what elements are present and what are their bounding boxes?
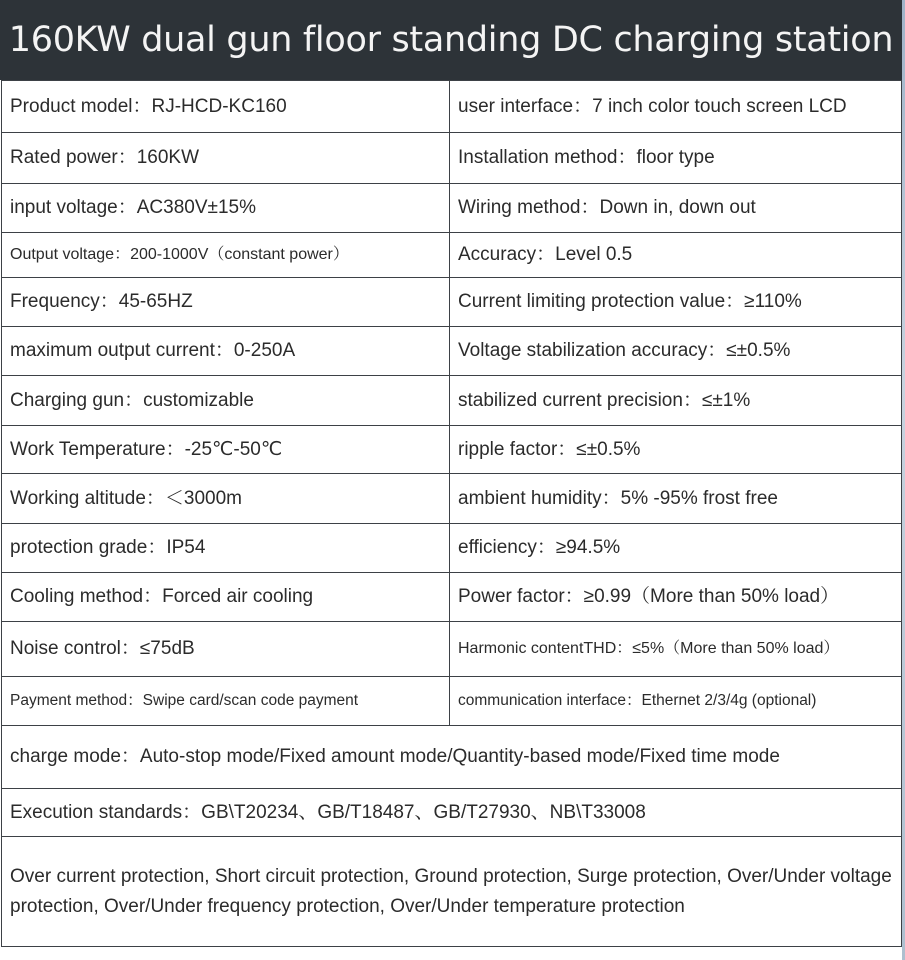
page-title: 160KW dual gun floor standing DC charging station — [8, 20, 894, 60]
table-row — [2, 524, 902, 573]
spec-cell-accuracy: Accuracy：Level 0.5 — [450, 233, 902, 278]
spec-cell-communication-interface: communication interface：Ethernet 2/3/4g (optional) — [450, 677, 902, 726]
spec-cell-rated-power: Rated power：160KW — [2, 133, 450, 184]
table-row — [2, 837, 902, 947]
spec-cell-product-model: Product model：RJ-HCD-KC160 — [2, 81, 450, 133]
spec-table — [1, 80, 902, 947]
spec-cell-cooling-method: Cooling method：Forced air cooling — [2, 573, 450, 622]
spec-cell-execution-standards: Execution standards：GB\T20234、GB/T18487、GB/T27930、NB\T33008 — [2, 789, 902, 837]
spec-cell-ripple-factor: ripple factor：≤±0.5% — [450, 426, 902, 474]
spec-cell-protections: Over current protection, Short circuit protection, Ground protection, Surge protection, Over/Under voltage protection, Over/Under frequency protection, Over/Under temperature protection — [2, 837, 902, 947]
spec-cell-user-interface: user interface：7 inch color touch screen LCD — [450, 81, 902, 133]
spec-cell-frequency: Frequency：45-65HZ — [2, 278, 450, 327]
spec-cell-working-altitude: Working altitude：＜3000m — [2, 474, 450, 524]
spec-cell-ambient-humidity: ambient humidity：5% -95% frost free — [450, 474, 902, 524]
table-row — [2, 622, 902, 677]
table-row — [2, 726, 902, 789]
table-row — [2, 133, 902, 184]
table-row — [2, 474, 902, 524]
spec-cell-stabilized-current-precision: stabilized current precision：≤±1% — [450, 376, 902, 426]
spec-cell-installation-method: Installation method：floor type — [450, 133, 902, 184]
table-row — [2, 789, 902, 837]
table-row — [2, 184, 902, 233]
spec-cell-voltage-stabilization-accuracy: Voltage stabilization accuracy：≤±0.5% — [450, 327, 902, 376]
table-row — [2, 426, 902, 474]
spec-cell-wiring-method: Wiring method：Down in, down out — [450, 184, 902, 233]
spec-cell-work-temperature: Work Temperature：-25℃-50℃ — [2, 426, 450, 474]
table-row — [2, 677, 902, 726]
spec-cell-power-factor: Power factor：≥0.99（More than 50% load） — [450, 573, 902, 622]
table-row — [2, 278, 902, 327]
spec-cell-output-voltage: Output voltage：200-1000V（constant power） — [2, 233, 450, 278]
table-row — [2, 573, 902, 622]
spec-cell-charging-gun: Charging gun：customizable — [2, 376, 450, 426]
spec-cell-protection-grade: protection grade：IP54 — [2, 524, 450, 573]
spec-cell-maximum-output-current: maximum output current：0-250A — [2, 327, 450, 376]
spec-cell-harmonic-content: Harmonic contentTHD：≤5%（More than 50% load） — [450, 622, 902, 677]
spec-cell-noise-control: Noise control：≤75dB — [2, 622, 450, 677]
table-row — [2, 81, 902, 133]
table-row — [2, 327, 902, 376]
title-bar — [0, 0, 902, 80]
spec-cell-input-voltage: input voltage：AC380V±15% — [2, 184, 450, 233]
spec-cell-efficiency: efficiency：≥94.5% — [450, 524, 902, 573]
table-row — [2, 376, 902, 426]
spec-cell-charge-mode: charge mode：Auto-stop mode/Fixed amount mode/Quantity-based mode/Fixed time mode — [2, 726, 902, 789]
spec-cell-payment-method: Payment method：Swipe card/scan code payment — [2, 677, 450, 726]
table-row — [2, 233, 902, 278]
spec-cell-current-limiting-protection: Current limiting protection value：≥110% — [450, 278, 902, 327]
